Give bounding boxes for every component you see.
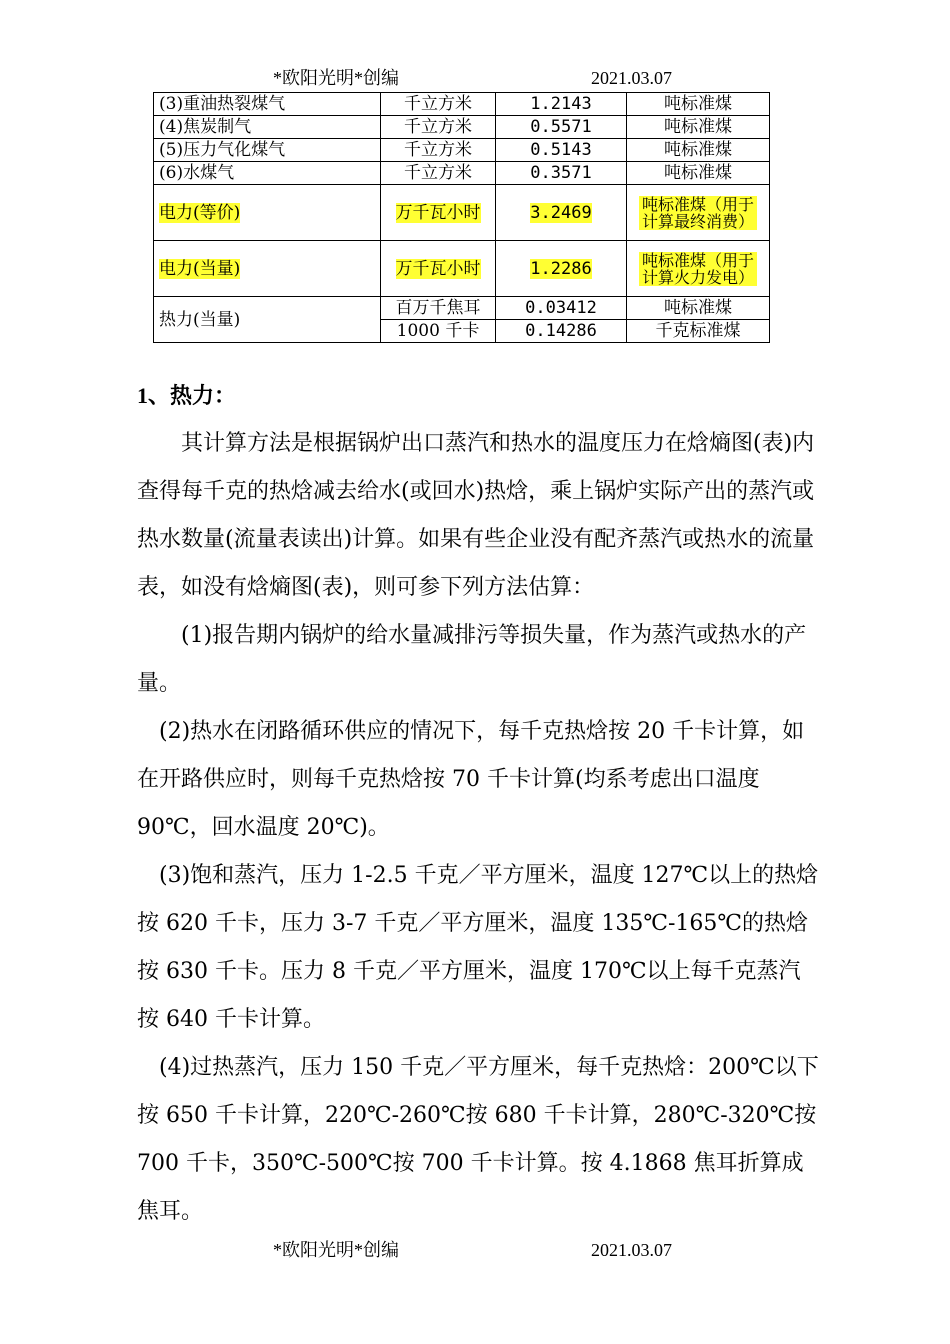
standard-unit: 吨标准煤	[627, 139, 770, 162]
standard-unit-text: 吨标准煤（用于计算火力发电）	[639, 252, 757, 286]
coefficient: 0.14286	[496, 320, 627, 343]
standard-unit: 千克标准煤	[627, 320, 770, 343]
conversion-table	[153, 92, 770, 343]
unit: 千立方米	[381, 139, 496, 162]
table-row	[154, 116, 770, 139]
footer-date: 2021.03.07	[591, 1240, 672, 1260]
unit-text: 万千瓦小时	[395, 258, 481, 279]
coefficient: 1.2143	[496, 93, 627, 116]
energy-name: (3)重油热裂煤气	[154, 93, 381, 116]
energy-name	[154, 185, 381, 241]
header-author: *欧阳光明*创编	[273, 68, 399, 88]
table-row	[154, 93, 770, 116]
energy-name-text: 电力(当量)	[159, 258, 241, 279]
table-row	[154, 297, 770, 320]
coefficient	[496, 241, 627, 297]
unit: 千立方米	[381, 162, 496, 185]
header-date: 2021.03.07	[591, 68, 672, 88]
standard-unit: 吨标准煤	[627, 116, 770, 139]
energy-name: (5)压力气化煤气	[154, 139, 381, 162]
coefficient: 0.3571	[496, 162, 627, 185]
coefficient: 0.5571	[496, 116, 627, 139]
coefficient: 0.03412	[496, 297, 627, 320]
standard-unit-text: 吨标准煤（用于计算最终消费）	[639, 196, 757, 230]
standard-unit	[627, 241, 770, 297]
table-row	[154, 139, 770, 162]
section-title	[137, 372, 822, 421]
unit: 千立方米	[381, 116, 496, 139]
energy-name	[154, 241, 381, 297]
energy-name: (4)焦炭制气	[154, 116, 381, 139]
standard-unit: 吨标准煤	[627, 297, 770, 320]
unit: 1000 千卡	[381, 320, 496, 343]
table-row	[154, 241, 770, 297]
paragraph-item-3: (3)饱和蒸汽，压力 1-2.5 千克／平方厘米，温度 127℃以上的热焓按 620 千卡，压力 3-7 千克／平方厘米，温度 135℃-165℃的热焓按 630 千卡。压力 8 千克／平方厘米，温度 170℃以上每千克蒸汽按 640 千卡计算。	[137, 863, 819, 1032]
unit	[381, 241, 496, 297]
standard-unit: 吨标准煤	[627, 93, 770, 116]
paragraph-item-2: (2)热水在闭路循环供应的情况下，每千克热焓按 20 千卡计算，如在开路供应时，则每千克热焓按 70 千卡计算(均系考虑出口温度 90℃，回水温度 20℃)。	[137, 719, 805, 840]
section-title-text: 1、热力：	[137, 383, 237, 408]
energy-name: (6)水煤气	[154, 162, 381, 185]
table-row	[154, 162, 770, 185]
coefficient-text: 1.2286	[530, 258, 592, 279]
footer-author: *欧阳光明*创编	[273, 1240, 399, 1260]
coefficient-text: 3.2469	[530, 202, 592, 223]
paragraph-method: 其计算方法是根据锅炉出口蒸汽和热水的温度压力在焓熵图(表)内查得每千克的热焓减去给水(或回水)热焓，乘上锅炉实际产出的蒸汽或热水数量(流量表读出)计算。如果有些企业没有配齐蒸汽或热水的流量表，如没有焓熵图(表)，则可参下列方法估算：	[137, 431, 815, 600]
page-header	[0, 66, 950, 90]
coefficient	[496, 185, 627, 241]
energy-name-text: 电力(等价)	[159, 202, 241, 223]
coefficient: 0.5143	[496, 139, 627, 162]
page-footer	[0, 1238, 950, 1262]
paragraph-item-1: (1)报告期内锅炉的给水量减排污等损失量，作为蒸汽或热水的产量。	[137, 623, 807, 696]
paragraph-item-4: (4)过热蒸汽，压力 150 千克／平方厘米，每千克热焓：200℃以下按 650 千卡计算，220℃-260℃按 680 千卡计算，280℃-320℃按 700 千卡，350℃-500℃按 700 千卡计算。按 4.1868 焦耳折算成焦耳。	[137, 1055, 819, 1224]
unit	[381, 185, 496, 241]
unit: 千立方米	[381, 93, 496, 116]
table-row	[154, 185, 770, 241]
energy-name: 热力(当量)	[154, 297, 381, 343]
standard-unit: 吨标准煤	[627, 162, 770, 185]
unit-text: 万千瓦小时	[395, 202, 481, 223]
standard-unit	[627, 185, 770, 241]
unit: 百万千焦耳	[381, 297, 496, 320]
